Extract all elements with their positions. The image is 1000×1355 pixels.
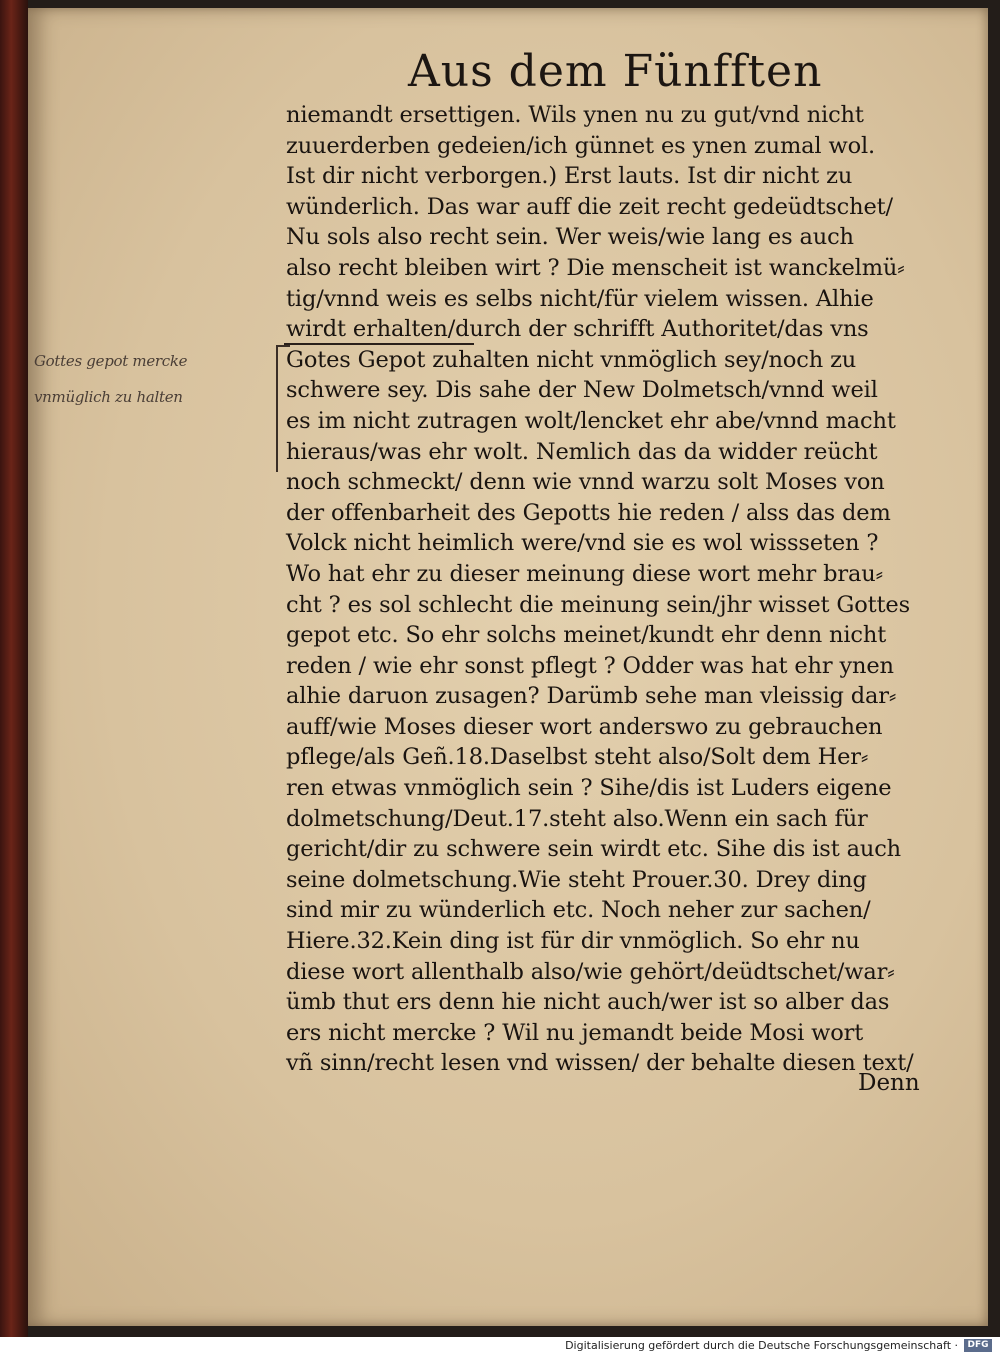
text-line: Hiere.32.Kein ding ist für dir vnmöglich. So ehr nu (286, 928, 860, 955)
text-line: zuuerderben gedeien/ich günnet es ynen zumal wol. (286, 132, 876, 159)
text-line: gepot etc. So ehr solchs meinet/kundt ehr denn nicht (286, 622, 887, 649)
text-line: gericht/dir zu schwere sein wirdt etc. Sihe dis ist auch (286, 836, 901, 863)
text-line: sind mir zu wünderlich etc. Noch neher zur sachen/ (286, 897, 871, 924)
text-line: pflege/als Geñ.18.Daselbst steht also/Solt dem Her⸗ (286, 744, 869, 771)
text-line: wünderlich. Das war auff die zeit recht gedeüdtschet/ (286, 193, 893, 220)
text-line: cht ? es sol schlecht die meinung sein/jhr wisset Gottes (286, 591, 910, 618)
text-line: tig/vnnd weis es selbs nicht/für vielem wissen. Alhie (286, 285, 874, 312)
text-line: also recht bleiben wirt ? Die menscheit ist wanckelmü⸗ (286, 254, 905, 281)
text-line: Volck nicht heimlich were/vnd sie es wol wissseten ? (286, 530, 879, 557)
text-line: der offenbarheit des Gepotts hie reden / alss das dem (286, 499, 891, 526)
text-line: Ist dir nicht verborgen.) Erst lauts. Ist dir nicht zu (286, 163, 853, 190)
handwritten-margin-note: Gottes gepot mercke (34, 352, 188, 370)
dfg-logo: DFG (964, 1339, 992, 1352)
text-line: schwere sey. Dis sahe der New Dolmetsch/vnnd weil (286, 377, 878, 404)
text-line: ren etwas vnmöglich sein ? Sihe/dis ist Luders eigene (286, 775, 892, 802)
text-line: diese wort allenthalb also/wie gehört/deüdtschet/war⸗ (286, 958, 895, 985)
text-line: auff/wie Moses dieser wort anderswo zu gebrauchen (286, 713, 883, 740)
text-line: hieraus/was ehr wolt. Nemlich das da widder reücht (286, 438, 878, 465)
text-line: vñ sinn/recht lesen vnd wissen/ der behalte diesen text/ (286, 1050, 914, 1077)
text-line: es im nicht zutragen wolt/lencket ehr abe/vnnd macht (286, 407, 896, 434)
text-line: dolmetschung/Deut.17.steht also.Wenn ein sach für (286, 805, 868, 832)
text-line: Nu sols also recht sein. Wer weis/wie lang es auch (286, 224, 854, 251)
text-line: Gotes Gepot zuhalten nicht vnmöglich sey/noch zu (286, 346, 857, 373)
funding-credit: Digitalisierung gefördert durch die Deutsche Forschungsgemeinschaft · (565, 1339, 958, 1352)
footer-bar (0, 1337, 1000, 1355)
handwritten-margin-note: vnmüglich zu halten (34, 388, 183, 406)
text-line: Wo hat ehr zu dieser meinung diese wort mehr brau⸗ (286, 560, 883, 587)
handwritten-underline (284, 343, 474, 345)
body-text (286, 100, 936, 1079)
catchword: Denn (858, 1070, 920, 1096)
text-line: seine dolmetschung.Wie steht Prouer.30. Drey ding (286, 866, 867, 893)
text-line: wirdt erhalten/durch der schrifft Authoritet/das vns (286, 316, 869, 343)
text-line: niemandt ersettigen. Wils ynen nu zu gut/vnd nicht (286, 102, 864, 128)
running-head: Aus dem Fünfften (408, 46, 823, 97)
text-line: ers nicht mercke ? Wil nu jemandt beide Mosi wort (286, 1019, 864, 1046)
text-line: alhie daruon zusagen? Darümb sehe man vleissig dar⸗ (286, 683, 897, 710)
text-line: ümb thut ers denn hie nicht auch/wer ist so alber das (286, 989, 890, 1016)
text-line: noch schmeckt/ denn wie vnnd warzu solt Moses von (286, 469, 885, 496)
book-binding (0, 0, 28, 1337)
text-line: reden / wie ehr sonst pflegt ? Odder was hat ehr ynen (286, 652, 894, 679)
